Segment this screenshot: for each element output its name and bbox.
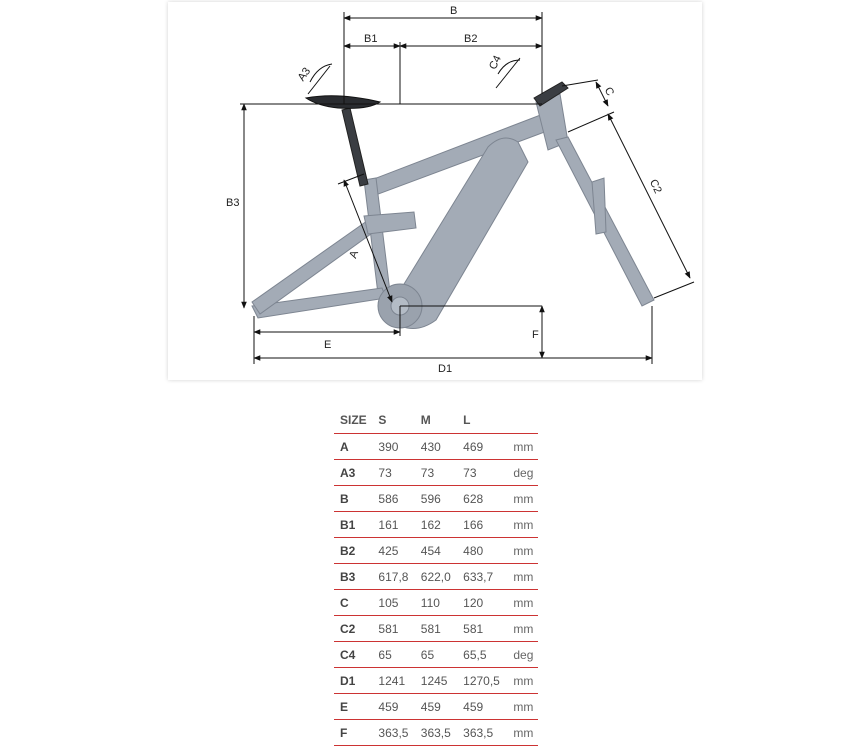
table-row xyxy=(334,590,538,616)
table-row xyxy=(334,564,538,590)
label-e: E xyxy=(324,339,332,351)
cell-s: 105 xyxy=(372,590,414,616)
geometry-table xyxy=(334,407,538,746)
table-row xyxy=(334,538,538,564)
row-label: C xyxy=(334,590,372,616)
table-row xyxy=(334,694,538,720)
cell-s: 1241 xyxy=(372,668,414,694)
table-row xyxy=(334,616,538,642)
row-label: A xyxy=(334,434,372,460)
cell-s: 425 xyxy=(372,538,414,564)
cell-m: 454 xyxy=(415,538,457,564)
cell-m: 459 xyxy=(415,694,457,720)
cell-m: 363,5 xyxy=(415,720,457,746)
cell-s: 581 xyxy=(372,616,414,642)
label-b2: B2 xyxy=(464,33,478,45)
row-label: D1 xyxy=(334,668,372,694)
cell-s: 65 xyxy=(372,642,414,668)
cell-l: 166 xyxy=(457,512,507,538)
row-label: B xyxy=(334,486,372,512)
row-label: C2 xyxy=(334,616,372,642)
table-row xyxy=(334,642,538,668)
col-header-unit xyxy=(507,407,538,434)
cell-l: 633,7 xyxy=(457,564,507,590)
cell-unit: mm xyxy=(507,564,538,590)
table-row xyxy=(334,486,538,512)
cell-l: 73 xyxy=(457,460,507,486)
row-label: F xyxy=(334,720,372,746)
cell-unit: mm xyxy=(507,590,538,616)
col-header-s: S xyxy=(378,413,387,427)
table-row xyxy=(334,668,538,694)
cell-l: 459 xyxy=(457,694,507,720)
cell-l: 581 xyxy=(457,616,507,642)
frame-geometry-svg xyxy=(168,2,702,380)
cell-s: 390 xyxy=(372,434,414,460)
cell-l: 469 xyxy=(457,434,507,460)
table-row xyxy=(334,434,538,460)
cell-l: 628 xyxy=(457,486,507,512)
table-row xyxy=(334,720,538,746)
cell-unit: mm xyxy=(507,668,538,694)
cell-s: 161 xyxy=(372,512,414,538)
cell-l: 363,5 xyxy=(457,720,507,746)
cell-s: 73 xyxy=(372,460,414,486)
cell-l: 120 xyxy=(457,590,507,616)
row-label: C4 xyxy=(334,642,372,668)
row-label: B2 xyxy=(334,538,372,564)
cell-m: 430 xyxy=(415,434,457,460)
row-label: E xyxy=(334,694,372,720)
label-b: B xyxy=(450,5,458,17)
label-c: C xyxy=(601,85,617,98)
cell-unit: mm xyxy=(507,616,538,642)
cell-m: 162 xyxy=(415,512,457,538)
cell-unit: mm xyxy=(507,512,538,538)
label-c2: C2 xyxy=(646,177,664,196)
cell-s: 586 xyxy=(372,486,414,512)
cell-l: 1270,5 xyxy=(457,668,507,694)
row-label: B1 xyxy=(334,512,372,538)
cell-m: 73 xyxy=(415,460,457,486)
cell-m: 1245 xyxy=(415,668,457,694)
label-c4: C4 xyxy=(487,53,504,72)
geometry-diagram xyxy=(168,2,702,380)
cell-unit: mm xyxy=(507,538,538,564)
col-header-m: M xyxy=(420,413,431,427)
cell-s: 363,5 xyxy=(372,720,414,746)
cell-m: 596 xyxy=(415,486,457,512)
cell-s: 617,8 xyxy=(372,564,414,590)
cell-unit: deg xyxy=(507,642,538,668)
label-b1: B1 xyxy=(364,33,378,45)
label-a: A xyxy=(347,249,362,261)
cell-m: 622,0 xyxy=(415,564,457,590)
cell-s: 459 xyxy=(372,694,414,720)
row-label: B3 xyxy=(334,564,372,590)
table-row xyxy=(334,512,538,538)
label-f: F xyxy=(532,329,539,341)
table-header-row xyxy=(334,407,538,434)
col-header-size: SIZE xyxy=(340,413,367,427)
col-header-l: L xyxy=(463,413,471,427)
cell-l: 480 xyxy=(457,538,507,564)
bike-frame-illustration xyxy=(252,82,654,329)
cell-unit: mm xyxy=(507,720,538,746)
cell-unit: deg xyxy=(507,460,538,486)
cell-unit: mm xyxy=(507,486,538,512)
cell-unit: mm xyxy=(507,434,538,460)
table-row xyxy=(334,460,538,486)
label-d1: D1 xyxy=(438,363,453,375)
cell-m: 110 xyxy=(415,590,457,616)
cell-unit: mm xyxy=(507,694,538,720)
label-b3: B3 xyxy=(226,197,240,209)
cell-m: 581 xyxy=(415,616,457,642)
cell-l: 65,5 xyxy=(457,642,507,668)
row-label: A3 xyxy=(334,460,372,486)
label-a3: A3 xyxy=(295,65,314,84)
cell-m: 65 xyxy=(415,642,457,668)
